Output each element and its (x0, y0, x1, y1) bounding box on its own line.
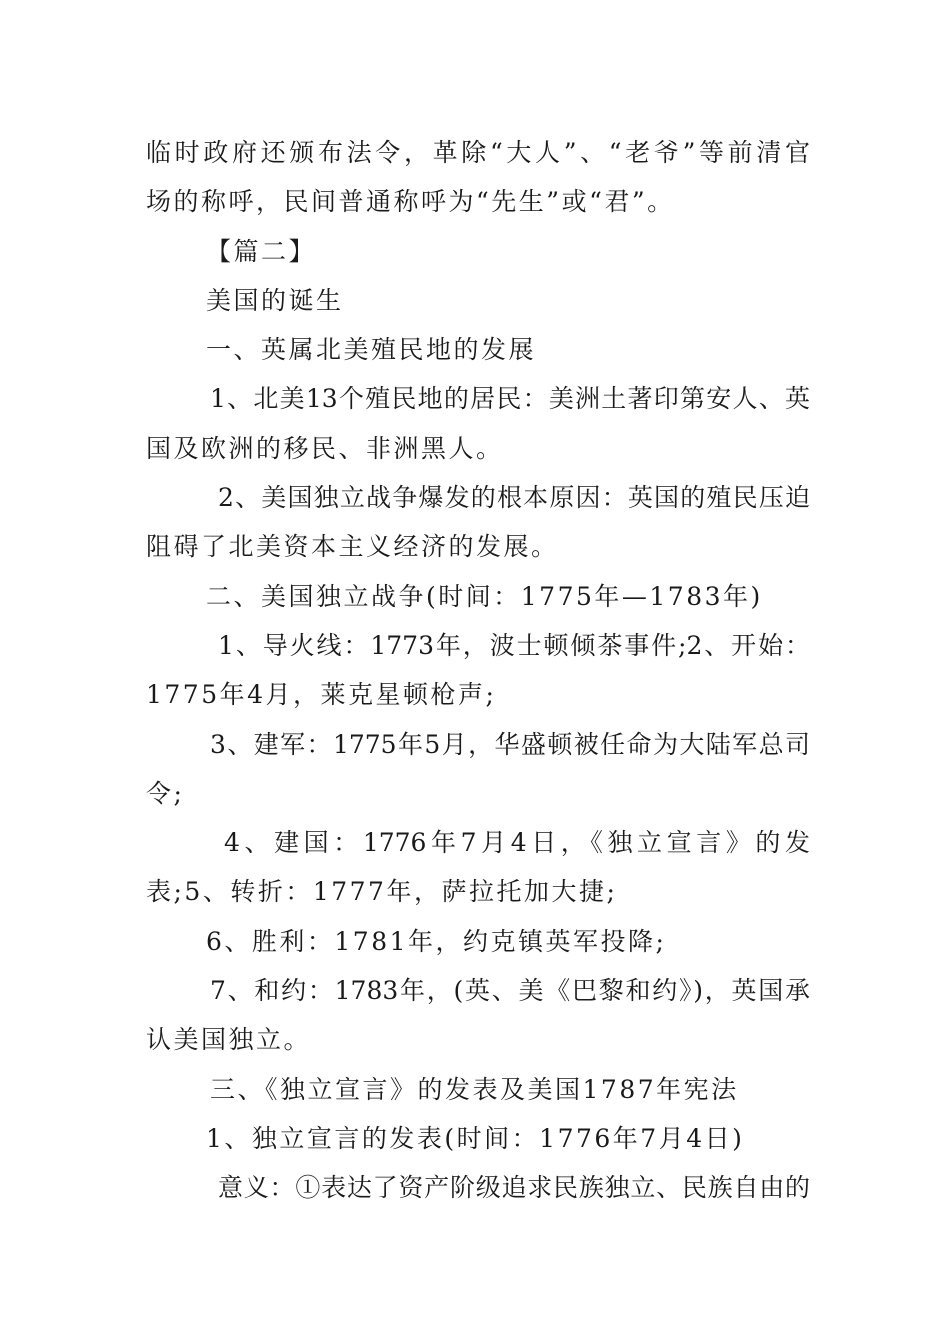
subsection-heading: 三、《独立宣言》的发表及美国1787年宪法 (210, 1074, 739, 1104)
document-page (146, 128, 810, 1213)
paragraph-line: 场的称呼，民间普通称呼为“先生”或“君”。 (146, 187, 675, 217)
article-title: 美国的诞生 (206, 285, 344, 315)
paragraph-line: 国及欧洲的移民、非洲黑人。 (146, 433, 504, 463)
paragraph-line: 4、建国：1776年7月4日，《独立宣言》的发 (224, 828, 810, 858)
section-heading: 【篇二】 (206, 236, 317, 266)
paragraph-line: 1775年4月，莱克星顿枪声; (146, 680, 497, 710)
paragraph-line: 表;5、转折：1777年，萨拉托加大捷; (146, 877, 618, 907)
paragraph-line: 认美国独立。 (146, 1025, 312, 1055)
paragraph-line: 1、导火线：1773年，波士顿倾茶事件;2、开始： (218, 630, 810, 660)
paragraph-line: 1、独立宣言的发表(时间：1776年7月4日) (206, 1123, 745, 1153)
subsection-heading: 一、英属北美殖民地的发展 (206, 335, 537, 365)
paragraph-line: 阻碍了北美资本主义经济的发展。 (146, 532, 559, 562)
paragraph-line: 1、北美13个殖民地的居民：美洲土著印第安人、英 (210, 384, 810, 414)
paragraph-line: 7、和约：1783年，(英、美《巴黎和约》)，英国承 (210, 976, 810, 1006)
paragraph-line: 6、胜利：1781年，约克镇英军投降; (206, 926, 667, 956)
subsection-heading: 二、美国独立战争(时间：1775年—1783年) (206, 581, 763, 611)
paragraph-line: 2、美国独立战争爆发的根本原因：英国的殖民压迫 (218, 483, 810, 513)
paragraph-line: 意义：①表达了资产阶级追求民族独立、民族自由的 (218, 1173, 810, 1203)
paragraph-line: 3、建军：1775年5月，华盛顿被任命为大陆军总司 (210, 729, 810, 759)
paragraph-line: 令; (146, 778, 185, 808)
paragraph-line: 临时政府还颁布法令，革除“大人”、“老爷”等前清官 (146, 138, 810, 167)
